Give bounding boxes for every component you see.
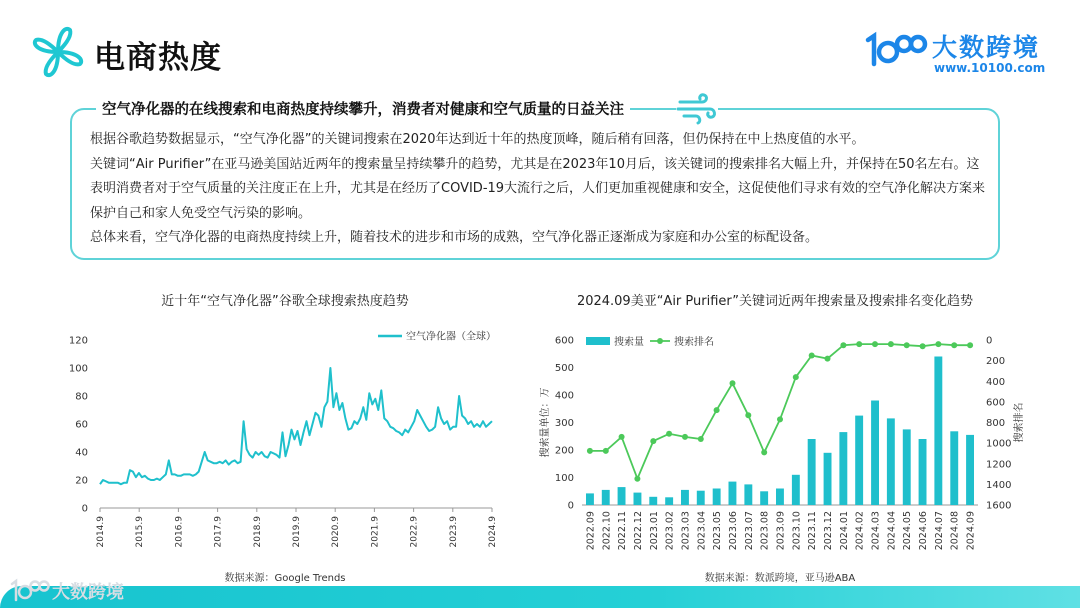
chart2-rank-point — [603, 448, 609, 454]
chart2-rank-point — [745, 412, 751, 418]
chart1-x-tick-label: 2022.9 — [409, 516, 420, 548]
chart1-y-tick-label: 100 — [68, 363, 88, 375]
chart2-left-tick-label: 0 — [567, 500, 574, 512]
chart2-rank-point — [888, 341, 894, 347]
chart2-rank-point — [840, 342, 846, 348]
chart2-bar — [855, 416, 863, 505]
chart2-x-tick-label: 2023.12 — [823, 511, 835, 551]
summary-paragraph: 总体来看，空气净化器的电商热度持续上升，随着技术的进步和市场的成熟，空气净化器正逐渐成为家庭和办公室的标配设备。 — [90, 230, 819, 245]
chart2-bar — [713, 489, 721, 506]
page-title: 电商热度 — [94, 40, 222, 76]
summary-heading: 空气净化器的在线搜索和电商热度持续攀升，消费者对健康和空气质量的日益关注 — [96, 98, 630, 119]
summary-paragraph: 关键词“Air Purifier”在亚马逊美国站近两年的搜索量呈持续攀升的趋势，尤其是在2023年10月后，该关键词的搜索排名大幅上升，并保持在50名左右。这表明消费者对于空气质量的关注度正在上升，尤其是在经历了COVID-19大流行之后，人们更加重视健康和安全，这促使他们寻求有效的空气净化解决方案来保护自己和家人免受空气污染的影响。 — [90, 156, 986, 221]
chart1-x-tick-label: 2023.9 — [448, 516, 459, 548]
chart2-bar — [665, 497, 673, 505]
chart2-x-tick-label: 2024.01 — [838, 511, 850, 551]
chart2-x-tick-label: 2023.11 — [807, 511, 819, 551]
chart2-bar — [903, 429, 911, 505]
chart2-bar — [776, 489, 784, 506]
chart2-right-tick-label: 0 — [986, 335, 993, 347]
chart2-left-tick-label: 100 — [554, 473, 574, 484]
chart2-bar — [586, 493, 594, 505]
chart2-right-tick-label: 1200 — [986, 459, 1012, 471]
chart2-right-tick-label: 1400 — [986, 479, 1012, 491]
chart2-title: 2024.09美亚“Air Purifier”关键词近两年搜索量及搜索排名变化趋势 — [576, 294, 974, 309]
brand-url: www.10100.com — [934, 61, 1046, 75]
footer-bar — [0, 586, 1080, 608]
chart2-rank-point — [761, 449, 767, 455]
chart2-bar — [744, 484, 752, 505]
chart2-rank-point — [793, 374, 799, 380]
chart2-x-tick-label: 2024.04 — [886, 511, 898, 551]
chart2-x-tick-label: 2023.01 — [648, 511, 660, 551]
brand-name: 大数跨境 — [932, 33, 1041, 62]
chart2-rank-point — [967, 342, 973, 348]
chart2-right-axis-title: 搜索排名 — [1014, 402, 1025, 443]
chart2-bar — [934, 357, 942, 506]
chart2-legend-bar-swatch — [586, 337, 610, 345]
chart2-legend-line-marker — [657, 338, 663, 344]
chart2-x-tick-label: 2024.09 — [965, 511, 977, 551]
chart2-bar — [919, 439, 927, 505]
chart2-rank-point — [619, 434, 625, 440]
chart2-right-tick-label: 400 — [986, 376, 1006, 388]
chart2-x-tick-label: 2024.07 — [933, 511, 945, 551]
chart1-title: 近十年“空气净化器”谷歌全球搜索热度趋势 — [161, 294, 409, 309]
footer-brand-name: 大数跨境 — [52, 582, 124, 603]
chart1-x-tick-label: 2015.9 — [135, 516, 146, 548]
chart2-right-tick-label: 200 — [986, 356, 1006, 368]
chart2-rank-line — [590, 344, 970, 479]
chart2-rank-point — [777, 416, 783, 422]
chart2-bar — [729, 482, 737, 505]
chart2-legend-line-label: 搜索排名 — [674, 337, 714, 348]
chart2-rank-point — [935, 341, 941, 347]
chart2-legend-bar-label: 搜索量 — [614, 337, 644, 348]
chart2-bar — [792, 475, 800, 505]
chart2-x-tick-label: 2023.04 — [696, 511, 708, 551]
chart2-x-tick-label: 2024.03 — [870, 511, 882, 551]
chart1-y-tick-label: 40 — [75, 447, 88, 459]
chart2-rank-point — [920, 343, 926, 349]
chart2-left-tick-label: 200 — [554, 445, 574, 457]
chart2-x-tick-label: 2023.06 — [727, 511, 739, 551]
chart2-rank-point — [714, 407, 720, 413]
chart2-left-tick-label: 500 — [554, 363, 574, 374]
chart2-bar — [681, 490, 689, 505]
chart2-rank-point — [856, 341, 862, 347]
chart2-bar — [697, 491, 705, 505]
chart2-x-tick-label: 2023.08 — [759, 511, 771, 551]
chart2-bar — [634, 493, 642, 505]
chart2-rank-point — [809, 353, 815, 359]
chart2-rank-point — [666, 431, 672, 437]
chart2-right-tick-label: 1600 — [986, 500, 1012, 512]
chart2-rank-point — [698, 436, 704, 442]
google-trends-chart — [60, 320, 510, 570]
chart2-rank-point — [872, 341, 878, 347]
brand-mark-icon — [862, 30, 928, 70]
chart2-x-tick-label: 2023.07 — [743, 511, 755, 551]
chart2-bar — [602, 490, 610, 505]
chart1-y-tick-label: 120 — [68, 335, 88, 347]
chart2-bar — [618, 487, 626, 505]
chart2-x-tick-label: 2024.08 — [949, 511, 961, 551]
chart2-x-tick-label: 2022.09 — [585, 511, 597, 551]
chart2-left-axis-title: 搜索量单位：万 — [540, 387, 551, 458]
chart2-bar — [649, 497, 657, 505]
summary-text — [90, 128, 990, 251]
amazon-search-chart — [530, 320, 1030, 570]
chart2-bar — [871, 401, 879, 506]
chart2-bar — [839, 432, 847, 505]
chart2-rank-point — [682, 434, 688, 440]
chart2-x-tick-label: 2024.06 — [918, 511, 930, 551]
chart1-source: 数据来源：Google Trends — [224, 573, 346, 584]
chart2-bar — [824, 453, 832, 505]
chart1-series-line — [100, 368, 492, 484]
chart2-rank-point — [650, 438, 656, 444]
chart1-x-tick-label: 2018.9 — [252, 516, 263, 548]
chart2-source: 数据来源：数派跨境，亚马逊ABA — [704, 573, 856, 584]
brand-logo — [862, 24, 1052, 80]
chart2-x-tick-label: 2023.03 — [680, 511, 692, 551]
chart2-x-tick-label: 2022.10 — [601, 511, 613, 551]
chart1-x-tick-label: 2019.9 — [292, 516, 302, 548]
footer-brand-logo — [8, 576, 148, 604]
chart2-rank-point — [587, 448, 593, 454]
chart2-rank-point — [730, 380, 736, 386]
chart2-rank-point — [634, 476, 640, 482]
chart2-x-tick-label: 2024.05 — [902, 511, 914, 551]
chart2-right-tick-label: 800 — [986, 418, 1006, 429]
chart1-y-tick-label: 60 — [75, 419, 88, 431]
summary-paragraph: 根据谷歌趋势数据显示，“空气净化器”的关键词搜索在2020年达到近十年的热度顶峰，随后稍有回落，但仍保持在中上热度值的水平。 — [90, 132, 865, 147]
chart2-bar — [808, 439, 816, 505]
chart2-x-tick-label: 2023.10 — [791, 511, 803, 551]
chart1-y-tick-label: 80 — [75, 391, 88, 403]
chart2-x-tick-label: 2022.12 — [632, 511, 644, 551]
chart1-y-tick-label: 0 — [81, 503, 88, 515]
chart2-bar — [760, 491, 768, 505]
chart2-x-tick-label: 2024.02 — [854, 511, 866, 551]
chart1-legend-label: 空气净化器（全球） — [406, 331, 496, 343]
chart2-bar — [966, 435, 974, 505]
chart1-x-tick-label: 2020.9 — [331, 516, 342, 548]
pinwheel-icon — [28, 22, 88, 82]
chart2-bar — [950, 431, 958, 505]
chart2-rank-point — [904, 342, 910, 348]
chart1-y-tick-label: 20 — [75, 475, 88, 487]
chart2-left-tick-label: 400 — [554, 390, 574, 402]
chart2-x-tick-label: 2023.05 — [712, 511, 724, 551]
chart1-x-tick-label: 2017.9 — [213, 516, 224, 548]
chart2-x-tick-label: 2022.11 — [617, 511, 629, 551]
chart2-rank-point — [951, 342, 957, 348]
chart2-x-tick-label: 2023.09 — [775, 511, 787, 551]
chart2-bar — [887, 418, 895, 505]
chart2-x-tick-label: 2023.02 — [664, 511, 676, 551]
chart2-left-tick-label: 600 — [554, 335, 574, 347]
chart1-x-tick-label: 2021.9 — [370, 516, 381, 548]
chart2-rank-point — [825, 356, 831, 362]
wind-icon — [676, 92, 718, 126]
chart1-x-tick-label: 2024.9 — [488, 516, 498, 548]
chart1-x-tick-label: 2016.9 — [174, 516, 185, 548]
chart2-right-tick-label: 600 — [986, 397, 1006, 409]
chart1-x-tick-label: 2014.9 — [96, 516, 106, 548]
chart2-right-tick-label: 1000 — [986, 438, 1012, 450]
chart2-left-tick-label: 300 — [554, 418, 574, 429]
